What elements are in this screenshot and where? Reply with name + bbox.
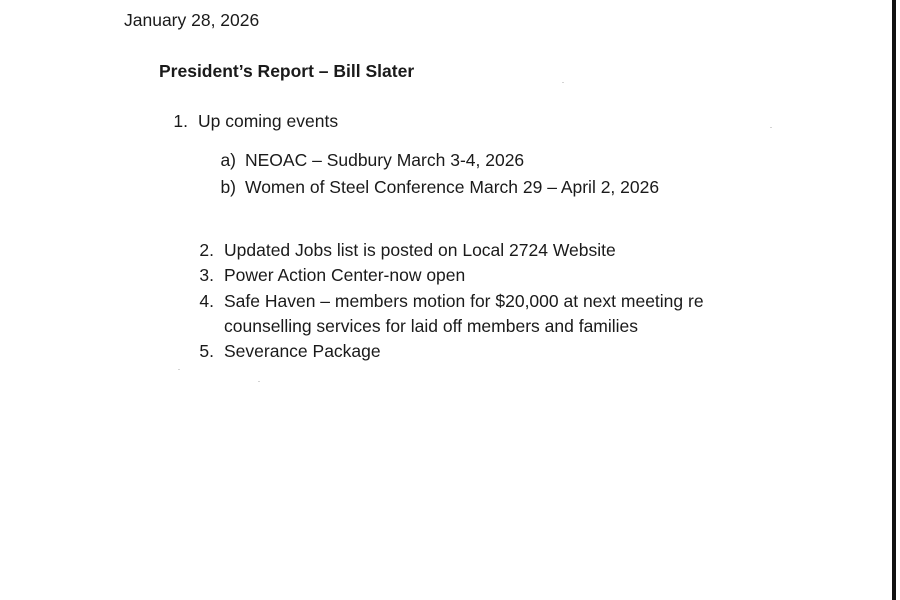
list-item-text: Up coming events <box>198 111 339 131</box>
list-item-number: 3. <box>199 265 214 285</box>
list-item-text: Safe Haven – members motion for $20,000 at next meeting re <box>224 291 704 311</box>
list-item-number: 4. <box>199 291 214 311</box>
meeting-date: January 28, 2026 <box>124 10 260 30</box>
list-item-text: Updated Jobs list is posted on Local 2724 Website <box>224 240 616 260</box>
scan-edge-border <box>892 0 896 600</box>
scan-speck <box>258 381 260 382</box>
list-item-number: 1. <box>173 111 188 131</box>
list-item-number: 5. <box>199 341 214 361</box>
list-item-number: 2. <box>199 240 214 260</box>
scan-speck <box>770 127 772 128</box>
list-item-text: Power Action Center-now open <box>224 265 466 285</box>
sub-item-text: NEOAC – Sudbury March 3-4, 2026 <box>245 150 525 170</box>
scan-speck <box>562 82 564 83</box>
list-item-text: Severance Package <box>224 341 381 361</box>
report-heading: President’s Report – Bill Slater <box>159 61 415 81</box>
sub-item-marker: b) <box>220 177 236 197</box>
scan-speck <box>178 369 180 370</box>
list-item-continuation: counselling services for laid off members and families <box>224 316 639 336</box>
sub-item-text: Women of Steel Conference March 29 – April 2, 2026 <box>245 177 660 197</box>
sub-item-marker: a) <box>220 150 236 170</box>
